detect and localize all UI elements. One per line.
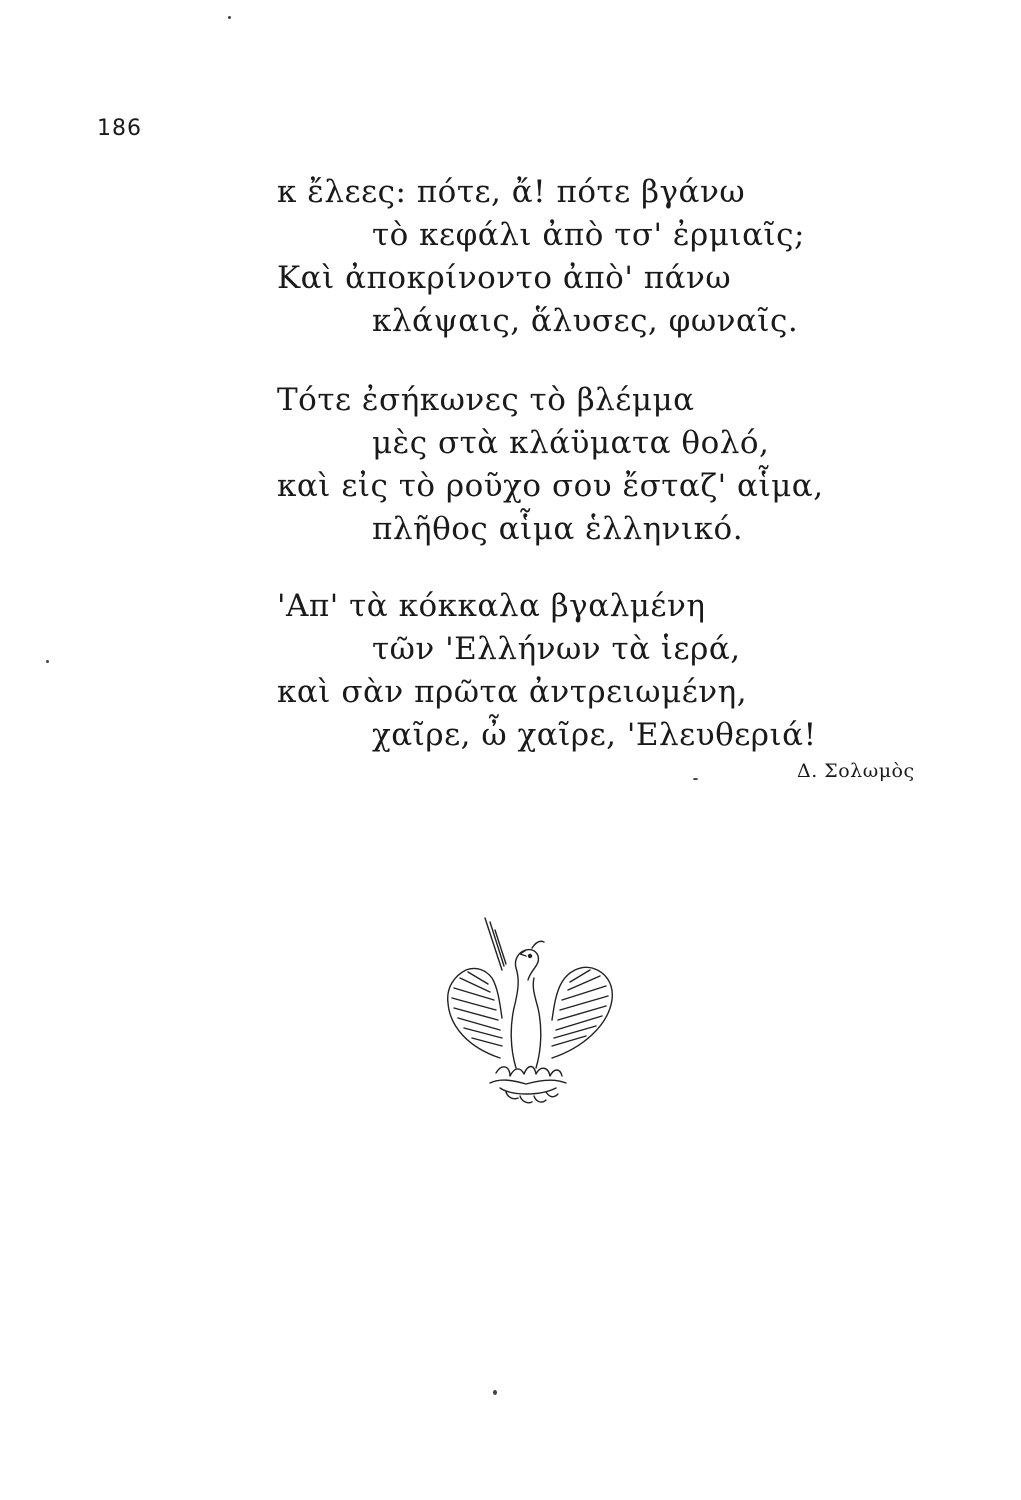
poem-line: καὶ σὰν πρῶτα ἀντρειωμένη, bbox=[277, 674, 748, 710]
poem-line: κλάψαις, ἅλυσες, φωναῖς. bbox=[372, 303, 799, 339]
poem-line: πλῆθος αἷμα ἑλληνικό. bbox=[372, 511, 744, 547]
poem-line: Τότε ἐσήκωνες τὸ βλέμμα bbox=[277, 382, 695, 418]
poem-line: μὲς στὰ κλάϋματα θολό, bbox=[372, 425, 770, 461]
scan-speck bbox=[493, 1390, 497, 1395]
scan-speck bbox=[46, 660, 49, 663]
scan-speck bbox=[693, 778, 698, 780]
scan-speck bbox=[228, 16, 231, 19]
poem-line: τὸ κεφάλι ἀπὸ τσ' ἐρμιαῖς; bbox=[372, 217, 805, 253]
poem-line: καὶ εἰς τὸ ροῦχο σου ἔσταζ' αἷμα, bbox=[277, 468, 824, 504]
phoenix-emblem-icon bbox=[440, 908, 620, 1118]
poem-line: τῶν 'Ελλήνων τὰ ἱερά, bbox=[372, 631, 741, 667]
page-number: 186 bbox=[97, 116, 142, 141]
poem-line: κ ἔλεες: πότε, ἄ! πότε βγάνω bbox=[277, 174, 746, 210]
poem-line: Καὶ ἀποκρίνοντο ἀπὸ' πάνω bbox=[277, 260, 732, 296]
poem-line: χαῖρε, ὦ χαῖρε, 'Ελευθεριά! bbox=[372, 717, 817, 753]
poem-line: 'Απ' τὰ κόκκαλα βγαλμένη bbox=[277, 588, 706, 624]
author-signature: Δ. Σολωμὸς bbox=[797, 760, 915, 782]
